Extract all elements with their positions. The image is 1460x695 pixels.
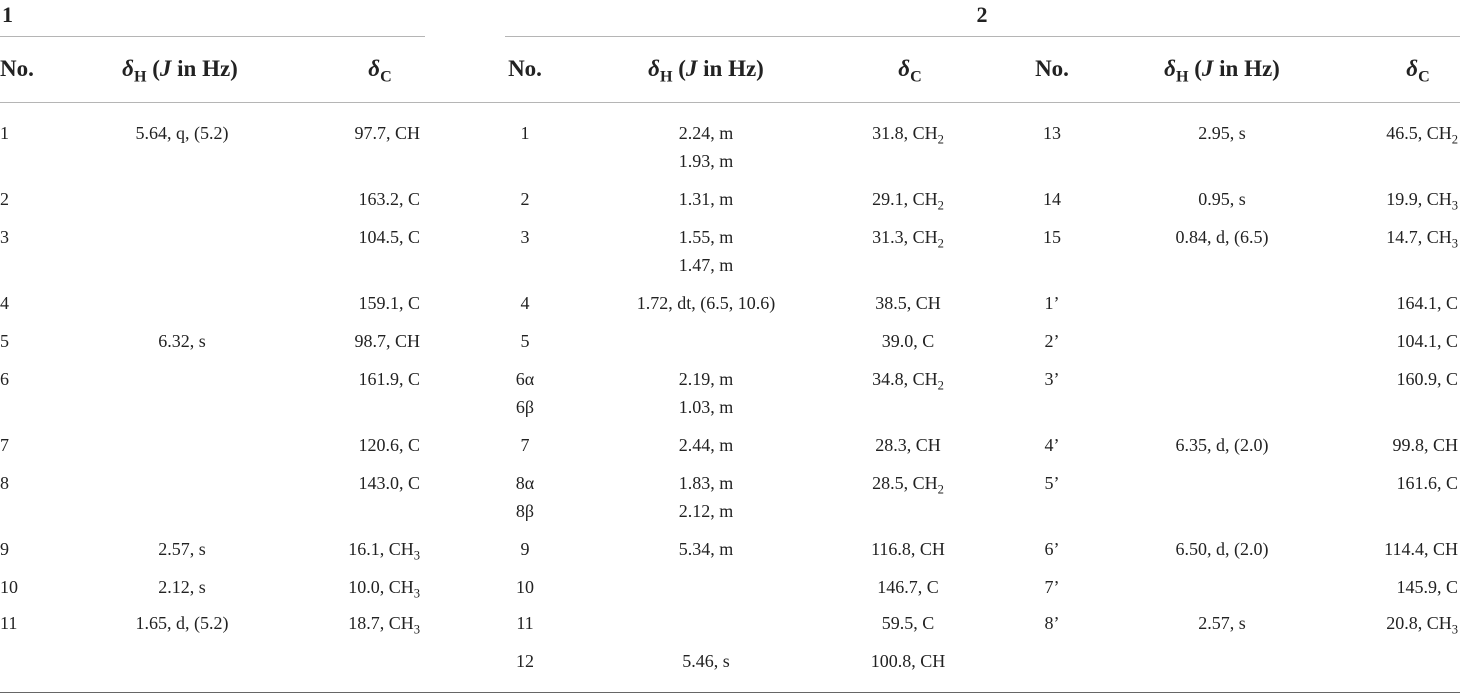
carbon-text: 104.1, C [1396,331,1458,351]
c1-position: 3 [0,227,9,247]
c2-delta-c [872,119,944,147]
carbon-text: 161.6, C [1396,473,1458,493]
carbon-text: 116.8, CH [871,539,945,559]
c2b-position: 14 [1043,189,1061,209]
c2-position: 7 [520,435,530,455]
c2-delta-c [872,365,944,393]
c2b-delta-c [1386,185,1458,213]
c2-delta-c [871,647,946,675]
c1-position: 6 [0,369,9,389]
c2-delta-h: 2.44, m [678,435,734,455]
c2-position: 5 [520,331,530,351]
c2b-delta-h: 6.50, d, (2.0) [1175,539,1269,559]
c2b-position: 3’ [1044,369,1060,389]
carbon-text: 143.0, C [358,473,420,493]
bottom-rule [0,692,1460,693]
carbon-text: 161.9, C [358,369,420,389]
c1-position: 2 [0,189,9,209]
c2b-delta-c [1386,609,1458,637]
carbon-subscript: 2 [1451,132,1458,147]
compound-1-title-rule [0,36,425,37]
c2-delta-c [875,431,941,459]
carbon-text: 31.8, CH [872,123,938,143]
c1-position: 8 [0,473,9,493]
c2b-delta-h: 2.95, s [1198,123,1246,143]
c2-position: 10 [516,577,534,597]
c2b-position: 13 [1043,123,1061,143]
delta-symbol: δ [122,56,134,81]
carbon-text: 164.1, C [1396,293,1458,313]
c2-position: 8α [515,473,535,493]
carbon-text: 18.7, CH [348,613,414,633]
carbon-text: 97.7, CH [354,123,420,143]
carbon-text: 98.7, CH [354,331,420,351]
c1-position: 5 [0,331,9,351]
j-symbol: J [685,56,698,81]
carbon-text: 163.2, C [358,189,420,209]
c2b-delta-h: 2.57, s [1198,613,1246,633]
carbon-text: 146.7, C [877,577,939,597]
c2b-delta-c [1396,289,1458,317]
carbon-text: 59.5, C [881,613,935,633]
c2b-delta-c [1392,431,1458,459]
c2b-position: 15 [1043,227,1061,247]
carbon-subscript: 2 [937,132,944,147]
c1-delta-c [354,327,420,355]
c2b-position: 6’ [1044,539,1060,559]
c1-delta-c [348,609,420,637]
header-no-2: No. [508,56,542,81]
c2b-delta-h: 6.35, d, (2.0) [1175,435,1269,455]
carbon-text: 145.9, C [1396,577,1458,597]
delta-symbol: δ [648,56,660,81]
c2-delta-c [872,469,944,497]
delta-symbol: δ [1164,56,1176,81]
header-rule [0,102,1460,103]
delta-symbol: δ [1406,56,1419,81]
c1-position: 4 [0,293,9,313]
c2-position: 9 [520,539,530,559]
j-symbol: J [159,56,172,81]
c2-position: 4 [520,293,530,313]
compound-1-title: 1 [2,2,13,27]
c1-delta-c [358,431,420,459]
carbon-text: 31.3, CH [872,227,938,247]
c2b-delta-c [1386,223,1458,251]
c2-delta-h: 2.12, m [678,501,734,521]
c2-delta-h: 1.55, m [678,227,734,247]
carbon-subscript: 3 [1451,198,1458,213]
c1-delta-c [354,119,420,147]
c2b-position: 4’ [1044,435,1060,455]
j-open: ( [152,56,160,81]
j-rest: in Hz) [171,56,238,81]
carbon-text: 29.1, CH [872,189,938,209]
c2-position: 3 [520,227,530,247]
carbon-text: 104.5, C [358,227,420,247]
c2-delta-c [875,289,941,317]
c2-delta-c [871,535,945,563]
c2-delta-h: 1.47, m [678,255,734,275]
c2-delta-h: 1.93, m [678,151,734,171]
carbon-subscript: 3 [413,548,420,563]
c2-delta-h: 1.31, m [678,189,734,209]
carbon-text: 39.0, C [881,331,935,351]
c1-position: 11 [0,613,18,633]
c1-position: 1 [0,123,9,143]
c2b-delta-c [1396,365,1458,393]
j-rest: in Hz) [1213,56,1280,81]
c2-delta-c [877,573,939,601]
delta-subscript: H [1175,68,1189,86]
c1-delta-c [358,469,420,497]
carbon-text: 10.0, CH [348,577,414,597]
c2-delta-h: 2.19, m [678,369,734,389]
c2-delta-c [882,327,935,355]
delta-subscript: H [659,68,673,86]
j-rest: in Hz) [697,56,764,81]
c2b-delta-c [1396,469,1458,497]
c2b-position: 8’ [1044,613,1060,633]
c2-delta-c [872,185,944,213]
c2b-position: 1’ [1044,293,1060,313]
c2b-position: 2’ [1044,331,1060,351]
j-open: ( [1194,56,1202,81]
carbon-text: 160.9, C [1396,369,1458,389]
c1-delta-h: 2.57, s [158,539,206,559]
carbon-text: 99.8, CH [1392,435,1458,455]
header-delta-c-2 [898,56,922,86]
header-delta-h-1 [122,56,238,86]
c2b-delta-c [1384,535,1458,563]
c2-delta-h: 1.03, m [678,397,734,417]
c1-delta-c [348,573,420,601]
c1-delta-h: 1.65, d, (5.2) [135,613,229,633]
delta-subscript: C [910,68,922,86]
c2b-delta-h: 0.95, s [1198,189,1246,209]
c1-position: 7 [0,435,9,455]
c2-position: 11 [516,613,534,633]
header-no-1: No. [0,56,34,81]
carbon-text: 159.1, C [358,293,420,313]
c2-position: 1 [520,123,530,143]
delta-subscript: H [133,68,147,86]
c2-position: 6β [515,397,535,417]
c1-position: 10 [0,577,18,597]
carbon-subscript: 2 [937,482,944,497]
carbon-subscript: 3 [1451,622,1458,637]
c2b-position: 5’ [1044,473,1060,493]
c2-delta-h: 2.24, m [678,123,734,143]
j-open: ( [678,56,686,81]
carbon-text: 38.5, CH [875,293,941,313]
delta-symbol: δ [368,56,381,81]
c2-delta-h: 5.46, s [682,651,730,671]
carbon-text: 34.8, CH [872,369,938,389]
delta-subscript: C [1418,68,1430,86]
compound-2-title: 2 [976,2,988,27]
c2-delta-c [872,223,944,251]
c2-position: 2 [520,189,530,209]
header-delta-c-3 [1406,56,1430,86]
c2-position: 12 [516,651,534,671]
c2b-delta-c [1386,119,1458,147]
carbon-subscript: 2 [937,378,944,393]
compound-2-title-rule [505,36,1460,37]
carbon-text: 120.6, C [358,435,420,455]
carbon-subscript: 2 [937,198,944,213]
carbon-text: 28.5, CH [872,473,938,493]
carbon-text: 19.9, CH [1386,189,1452,209]
c2-delta-h: 1.72, dt, (6.5, 10.6) [636,293,776,313]
c1-position: 9 [0,539,9,559]
c1-delta-c [358,185,420,213]
delta-subscript: C [380,68,392,86]
c2-delta-h: 5.34, m [678,539,734,559]
c2b-position: 7’ [1044,577,1060,597]
c1-delta-h: 6.32, s [158,331,206,351]
c2b-delta-c [1396,327,1458,355]
j-symbol: J [1201,56,1214,81]
c2-position: 8β [515,501,535,521]
carbon-subscript: 3 [413,586,420,601]
carbon-subscript: 2 [937,236,944,251]
carbon-text: 100.8, CH [870,651,946,671]
c2-delta-c [882,609,935,637]
carbon-text: 16.1, CH [348,539,414,559]
c2-delta-h: 1.83, m [678,473,734,493]
carbon-text: 14.7, CH [1386,227,1452,247]
header-delta-h-2 [648,56,764,86]
c2b-delta-c [1396,573,1458,601]
carbon-text: 28.3, CH [875,435,941,455]
c1-delta-c [358,365,420,393]
header-delta-c-1 [368,56,392,86]
c1-delta-c [358,289,420,317]
c1-delta-h: 2.12, s [158,577,206,597]
carbon-subscript: 3 [1451,236,1458,251]
c2b-delta-h: 0.84, d, (6.5) [1175,227,1269,247]
carbon-text: 20.8, CH [1386,613,1452,633]
c2-position: 6α [515,369,535,389]
carbon-text: 114.4, CH [1384,539,1458,559]
carbon-subscript: 3 [413,622,420,637]
c1-delta-c [358,223,420,251]
c1-delta-c [348,535,420,563]
carbon-text: 46.5, CH [1386,123,1452,143]
header-delta-h-3 [1164,56,1280,86]
header-no-3: No. [1035,56,1069,81]
delta-symbol: δ [898,56,911,81]
c1-delta-h: 5.64, q, (5.2) [135,123,229,143]
